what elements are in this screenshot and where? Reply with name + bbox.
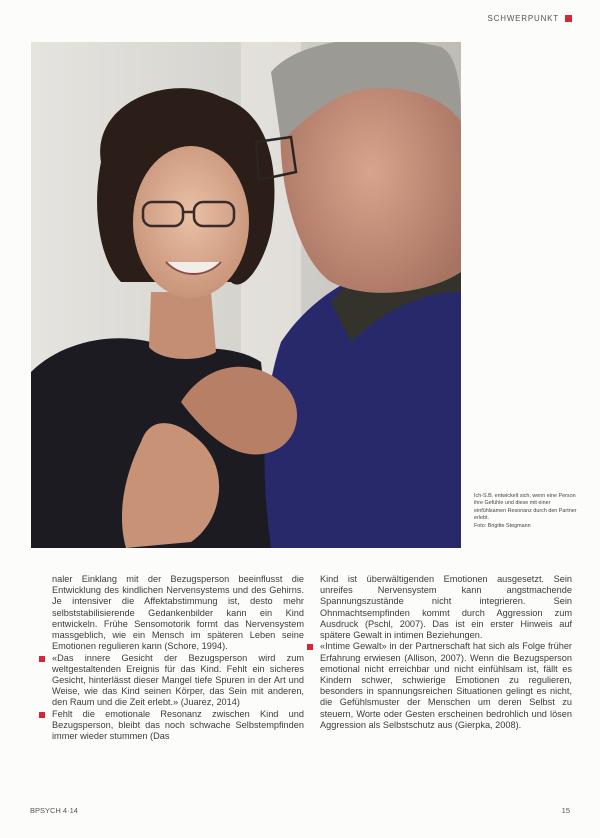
caption-text: Ich-S.B. entwickelt sich, wenn eine Person ihre Gefühle und diese mit einer einfühlsamen Resonanz durch den Partner erlebt.	[474, 493, 577, 521]
page-number: 15	[561, 806, 570, 815]
bullet-item	[52, 709, 304, 743]
section-label: SCHWERPUNKT	[487, 14, 559, 23]
bullet-square	[39, 656, 45, 662]
bullet-text: «Intime Gewalt» in der Partnerschaft hat sich als Folge früher Erfahrung erwiesen (Allison, 2007). Wenn die Bezugsperson emotional nicht erreichbar und nicht einfühlsam ist, fällt es Kindern schwer, schwierige Emotionen zu regulieren, besonders in spannungsreichen Situationen gelingt es nicht, die Gefühlsmuster der Menschen um deren Selbst zu steuern, Worte oder Gesten erscheinen bedrohlich und lösen Aggression als Selbstschutz aus (Gierpka, 2008).	[320, 641, 572, 730]
article-body	[52, 574, 572, 742]
bullet-item	[320, 641, 572, 731]
caption-credit: Foto: Brigitte Stegmann	[474, 523, 531, 530]
photo-caption	[474, 493, 578, 530]
bullet-square	[307, 644, 313, 650]
bullet-item	[52, 653, 304, 709]
paragraph: naler Einklang mit der Bezugsperson beeinflusst die Entwicklung des kindlichen Nervensystems und des Gehirns. Je intensiver die Affektabstimmung ist, desto mehr selbststabilisierende Gedankenbilder kann ein Kind entwickeln. Frühe Sensomotorik formt das Nervensystem massgeblich, wie ein Mensch im späteren Leben seine Emotionen regulieren kann (Schore, 1994).	[52, 574, 304, 652]
page-footer	[30, 806, 570, 815]
photo-elderly-couple-touching	[31, 42, 461, 548]
article-column-left	[52, 574, 304, 742]
bullet-square	[39, 712, 45, 718]
section-header	[488, 14, 572, 23]
section-marker-square	[565, 15, 572, 22]
bullet-text: Fehlt die emotionale Resonanz zwischen Kind und Bezugsperson, bleibt das noch schwache Selbstempfinden immer wieder stummen (Das	[52, 708, 304, 742]
paragraph: Kind ist überwältigenden Emotionen ausgesetzt. Sein unreifes Nervensystem kann angstmachende Spannungszustände nicht integrieren. Sein Ohnmachtsempfinden kommt durch Aggression zum Ausdruck (Pschl, 2007). Das ist ein erster Hinweis auf spätere Gewalt in intimen Beziehungen.	[320, 574, 572, 641]
article-column-right	[320, 574, 572, 742]
footer-publication: BPSYCH 4·14	[30, 806, 78, 815]
bullet-text: «Das innere Gesicht der Bezugsperson wird zum weltgestaltenden Ereignis für das Kind. Fehlt ein sicheres Gesicht, hinterlässt dieser Mangel tiefe Spuren in der Art und Weise, wie das Kind seinen Körper, das Sein mit anderen, den Raum und die Zeit erlebt.» (Juarez, 2014)	[52, 652, 304, 708]
feature-photo	[31, 42, 461, 548]
